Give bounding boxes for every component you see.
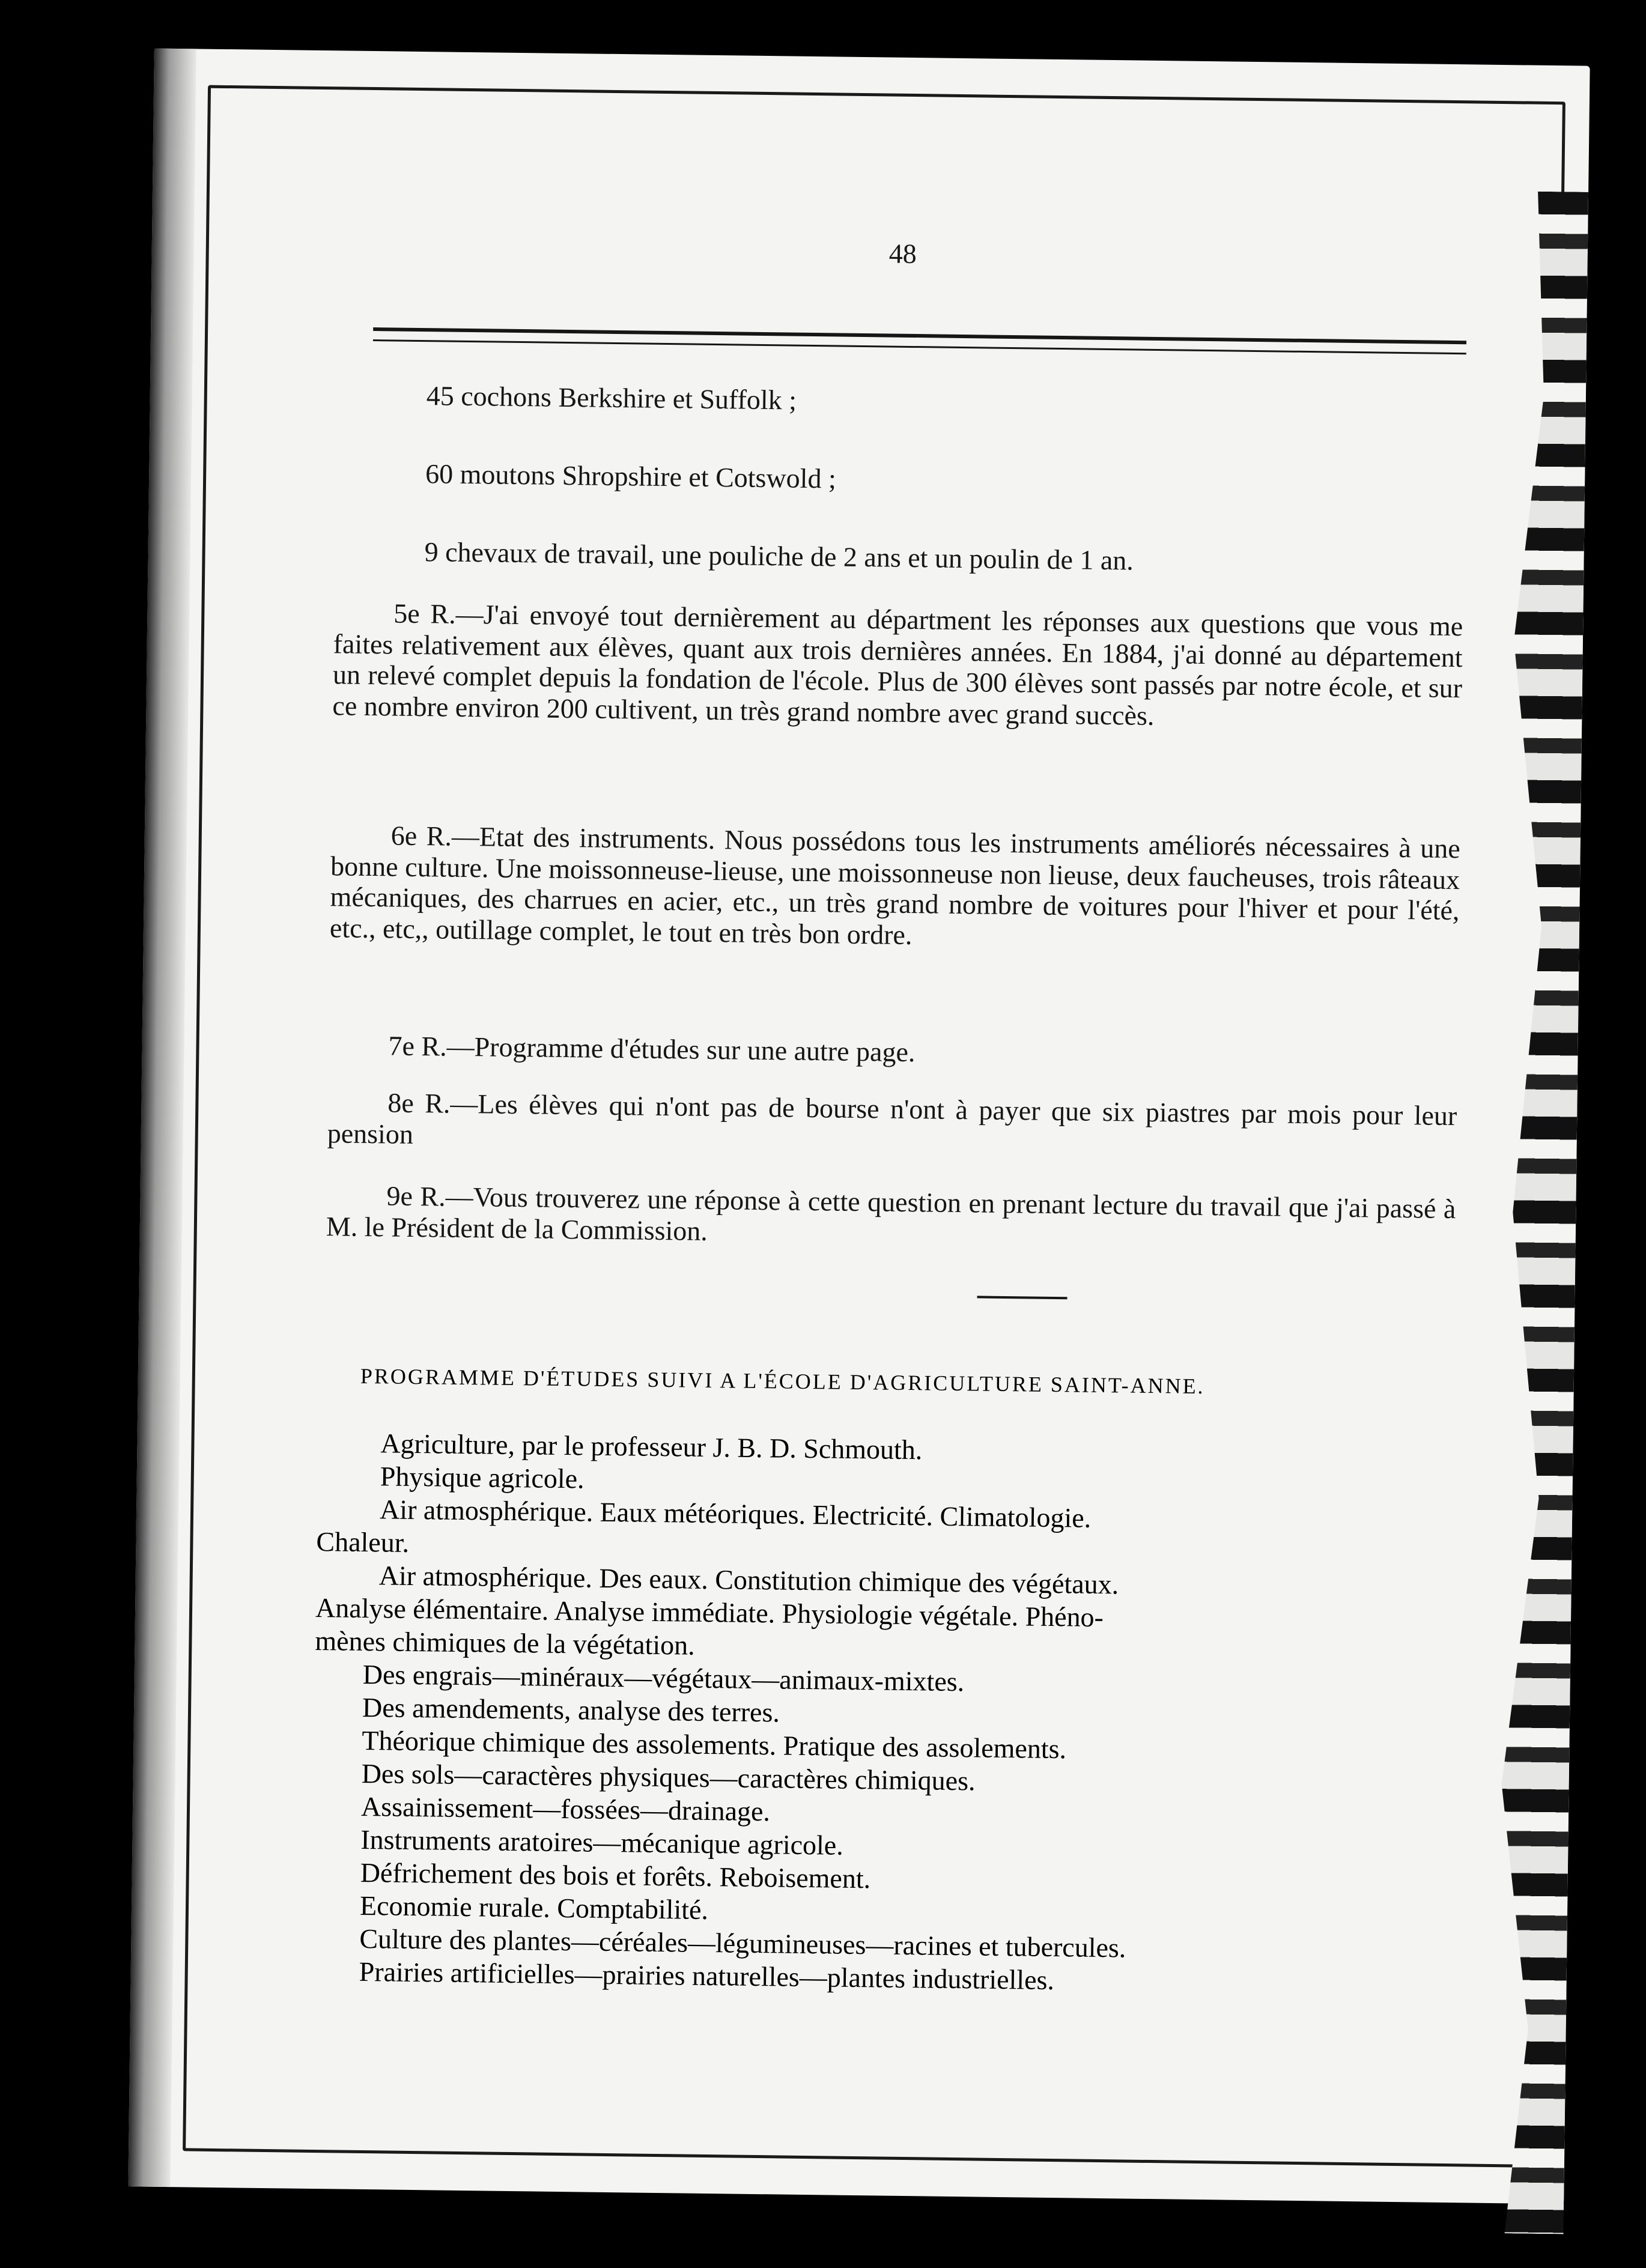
programme-line: Physique agricole.	[380, 1461, 585, 1494]
page-number: 48	[888, 238, 917, 270]
programme-line: Air atmosphérique. Eaux météoriques. Electricité. Climatologie.	[379, 1494, 1092, 1533]
book-page	[128, 49, 1590, 2204]
programme-line: Théorique chimique des assolements. Pratique des assolements.	[362, 1724, 1067, 1765]
programme-line: Economie rurale. Comptabilité.	[359, 1890, 709, 1926]
programme-line: Culture des plantes—céréales—légumineuses—racines et tubercules.	[359, 1923, 1126, 1963]
programme-line: Des sols—caractères physiques—caractères chimiques.	[361, 1757, 976, 1797]
list-line: 9 chevaux de travail, une pouliche de 2 ans et un poulin de 1 an.	[424, 536, 1134, 576]
answer-paragraph-5: 5e R.—J'ai envoyé tout dernièrement au départment les réponses aux questions que vous me faites relativement aux élèves, quant aux trois dernières années. En 1884, j'ai donné au département un relevé complet depuis la fondation de l'école. Plus de 300 élèves sont passés par notre école, et sur ce nombre environ 200 cultivent, un très grand nombre avec grand succès.	[332, 598, 1463, 731]
programme-line: mènes chimiques de la végétation.	[315, 1625, 696, 1661]
programme-line: Défrichement des bois et forêts. Reboisement.	[360, 1857, 871, 1894]
answer-paragraph-6: 6e R.—Etat des instruments. Nous possédons tous les instruments améliorés nécessaires à une bonne culture. Une moissonneuse-lieuse, une moissonneuse non lieuse, deux faucheuses, trois râteaux mécaniques, des charrues en acier, etc., un très grand nombre de voitures pour l'hiver et pour l'été, etc., etc,, outillage complet, le tout en très bon ordre.	[329, 820, 1461, 950]
programme-line: Prairies artificielles—prairies naturelles—plantes industrielles.	[359, 1956, 1055, 1996]
programme-line: Agriculture, par le professeur J. B. D. Schmouth.	[380, 1428, 923, 1466]
answer-paragraph-9: 9e R.—Vous trouverez une réponse à cette question en prenant lecture du travail que j'ai passé à M. le Président de la Commission.	[326, 1180, 1456, 1246]
programme-line: Chaleur.	[316, 1526, 410, 1558]
programme-line: Des engrais—minéraux—végétaux—animaux-mixtes.	[362, 1658, 965, 1697]
answer-paragraph-7: 7e R.—Programme d'études sur une autre page.	[388, 1030, 916, 1068]
answer-paragraph-8: 8e R.—Les élèves qui n'ont pas de bourse n'ont à payer que six piastres par mois pour leur pension	[327, 1087, 1457, 1150]
programme-heading: PROGRAMME D'ÉTUDES SUIVI A L'ÉCOLE D'AGRICULTURE SAINT-ANNE.	[360, 1363, 1205, 1399]
list-line: 60 moutons Shropshire et Cotswold ;	[425, 458, 837, 494]
programme-line: Air atmosphérique. Des eaux. Constitution chimique des végétaux.	[378, 1560, 1119, 1600]
programme-line: Assainissement—fossées—drainage.	[360, 1790, 771, 1827]
programme-line: Analyse élémentaire. Analyse immédiate. Physiologie végétale. Phéno-	[315, 1592, 1104, 1633]
programme-line: Instruments aratoires—mécanique agricole.	[360, 1824, 844, 1861]
programme-line: Des amendements, analyse des terres.	[362, 1691, 780, 1728]
list-line: 45 cochons Berkshire et Suffolk ;	[426, 380, 797, 416]
